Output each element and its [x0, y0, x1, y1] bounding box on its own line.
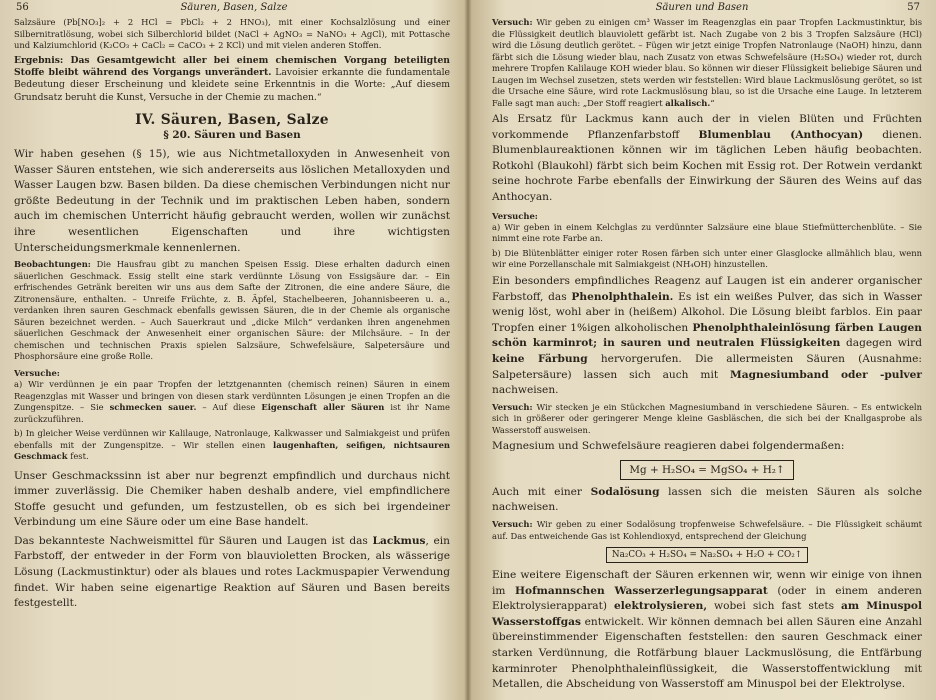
experiment-b-text: b) In gleicher Weise verdünnen wir Kalilauge, Natronlauge, Kalkwasser und Salmiakgeist und prüfen ebenfalls mit der Zungenspitze. – Wir stellen einen: [14, 428, 450, 450]
experiment-b: [14, 428, 450, 463]
experiment-a-bold-1: schmecken sauer.: [109, 402, 197, 412]
right-page-body: [492, 17, 922, 696]
equation-magnesium: Mg + H₂SO₄ = MgSO₄ + H₂↑: [620, 460, 793, 480]
observations-label: Beobachtungen:: [14, 259, 91, 270]
experiment-a-bold-2: Eigenschaft aller Säuren: [261, 402, 385, 412]
intro-paragraph: Salzsäure (Pb[NO₃]₂ + 2 HCl = PbCl₂ + 2 HNO₃), mit einer Kochsalzlösung und einer Silbernitratlösung, wobei sich Silberchlorid bildet (NaCl + AgNO₃ = NaNO₃ + AgCl), mit Pottasche und Kalziumchlorid (K₂CO₃ + CaCl₂ = CaCO₃ + 2 KCl) und mit vielen anderen Stoffen.: [14, 17, 450, 50]
experiment-litmus-text: Wir geben zu einigen cm³ Wasser im Reagenzglas ein paar Tropfen Lackmustinktur, bis die Flüssigkeit deutlich blauviolett gefärbt ist. Nach Zugabe von 2 bis 3 Tropfen Salzsäure (HCl) wird die Lösung deutlich gerötet. – Fügen wir jetzt einige Tropfen Natronlauge (NaOH) hinzu, dann färbt sich die Lösung wieder blau, nach Zusatz von etwas Schwefelsäure (H₂SO₄) wieder rot, durch mehrere Tropfen Kalilauge KOH wieder blau. So können wir dieser Flüssigkeit beliebige Säuren und Laugen im Wechsel zusetzen, stets werden wir feststellen: Wird blaue Lackmuslösung gerötet, so ist die Ursache eine Säure, wird rote Lackmuslösung blau, so ist die Ursache eine Lauge. In letzterem Falle sagt man auch: „Der Stoff reagiert: [492, 17, 922, 108]
phenol-text-1: Ein besonders empfindliches Reagenz auf Laugen ist ein anderer organischer Farbstoff, das: [492, 274, 922, 303]
experiment-litmus-bold: alkalisch.: [665, 97, 711, 108]
phenol-bold-1: Phenolphthalein.: [571, 290, 674, 303]
electro-text-1: Eine weitere Eigenschaft der Säuren erkennen wir, wenn wir einige von ihnen im: [492, 569, 922, 597]
experiments-label: Versuche:: [492, 210, 538, 221]
experiment-b: b) Die Blütenblätter einiger roter Rosen färben sich unter einer Glasglocke allmählich blau, wenn wir eine Porzellanschale mit Salmiakgeist (NH₄OH) hinzustellen.: [492, 247, 922, 270]
electro-text-3: wobei sich fast stets: [707, 600, 841, 613]
ergebnis-text: Lavoisier erkannte die fundamentale Bedeutung dieser Erscheinung und kleidete seine Erkenntnis in die Worte: „Auf diesem Grundsatz beruht die Kunst, Versuche in der Chemie zu machen.“: [14, 66, 450, 103]
experiment-b-text-2: fest.: [67, 451, 89, 461]
electro-text-2: (oder in einem anderen Elektrolysierapparat): [492, 584, 922, 613]
running-head: Säuren, Basen, Salze: [180, 2, 288, 13]
running-head: Säuren und Basen: [655, 2, 749, 13]
experiment-litmus: [492, 17, 922, 109]
experiment-a-text-2: – Auf diese: [196, 402, 262, 412]
section-title: § 20. Säuren und Basen: [163, 128, 301, 141]
experiment-b-bold: laugenhaften, seifigen, nichtsauren Geschmack: [14, 439, 451, 461]
soda-text-1: Auch mit einer: [492, 485, 591, 498]
soda-bold: Sodalösung: [590, 485, 660, 498]
litmus-text-2: , ein Farbstoff, der entweder in der Form von blauvioletten Brocken, als wässerige Lösung (Lackmustinktur) oder als blaues und rotes Lackmuspapier Verwendung findet. Wir haben seine eigenartige Reaktion auf Säuren und Basen bereits festgestellt.: [14, 534, 450, 610]
equation-soda: Na₂CO₃ + H₂SO₄ = Na₂SO₄ + H₂O + CO₂↑: [606, 547, 808, 563]
observations-paragraph: [14, 259, 450, 363]
phenol-bold-3: keine Färbung: [492, 352, 588, 365]
experiment-label: Versuch:: [492, 401, 533, 412]
paragraph-litmus: [14, 534, 450, 612]
ergebnis-paragraph: [14, 55, 450, 105]
paragraph-anthocyan: [492, 112, 922, 206]
experiment-a: [14, 379, 450, 425]
anthocyan-text-1: Als Ersatz für Lackmus kann auch der in vielen Blüten und Früchten vorkommende Pflanzenfarbstoff: [492, 113, 922, 141]
chapter-title: IV. Säuren, Basen, Salze: [135, 112, 329, 129]
electro-bold-2: elektrolysieren,: [614, 600, 708, 613]
experiment-soda-text: Wir geben zu einer Sodalösung tropfenweise Schwefelsäure. – Die Flüssigkeit schäumt auf. Das entweichende Gas ist Kohlendioxyd, entsprechend der Gleichung: [492, 519, 922, 541]
paragraph-intro-acids: Wir haben gesehen (§ 15), wie aus Nichtmetalloxyden in Anwesenheit von Wasser Säuren entstehen, wie sich andererseits aus löslichen Metalloxyden und Wasser Laugen bzw. Basen bilden. Da diese chemischen Verbindungen nicht nur größte Bedeutung in der Technik und im praktischen Leben haben, sondern auch im chemischen Unterricht häufig gebraucht werden, wollen wir zunächst ihre wesentlichen Eigenschaften und ihre wichtigsten Unterscheidungsmerkmale kennenlernen.: [14, 147, 450, 254]
litmus-text-1: Das bekannteste Nachweismittel für Säuren und Laugen ist das: [14, 534, 373, 547]
paragraph-soda: [492, 485, 922, 516]
phenol-text-3: dagegen wird: [840, 337, 923, 350]
experiments-label: Versuche:: [14, 367, 60, 378]
experiment-litmus-end: “: [710, 97, 715, 108]
left-page-body: [14, 17, 450, 615]
experiment-label: Versuch:: [492, 17, 533, 27]
litmus-bold: Lackmus: [372, 534, 426, 547]
right-page: [468, 0, 936, 700]
page-number: 56: [16, 2, 29, 13]
phenol-bold-2: Phenolphthaleinlösung färben Laugen schön karminrot; in sauren und neutralen Flüssigkeiten: [492, 321, 922, 350]
anthocyan-text-2: dienen. Blumenblaureaktionen können wir im täglichen Leben häufig beobachten. Rotkohl (Blaukohl) färbt sich beim Kochen mit Essig rot. Der Rotwein verdankt seine hochrote Farbe ebenfalls der Einwirkung der Säuren des Weins auf das Anthocyan.: [492, 128, 922, 203]
experiment-a: a) Wir geben in einem Kelchglas zu verdünnter Salzsäure eine blaue Stiefmütterchenblüte. – Sie nimmt eine rote Farbe an.: [492, 221, 922, 244]
paragraph-phenolphthalein: [492, 274, 922, 399]
paragraph-taste: Unser Geschmackssinn ist aber nur begrenzt empfindlich und durchaus nicht immer zuverlässig. Die Chemiker haben deshalb andere, viel empfindlichere Stoffe gesucht und gefunden, um festzustellen, ob es sich bei irgendeiner Verbindung um eine Säure oder um eine Base handelt.: [14, 469, 450, 529]
experiment-soda: [492, 519, 922, 542]
phenol-bold-4: Magnesiumband oder -pulver: [730, 368, 922, 381]
soda-text-2: lassen sich die meisten Säuren als solche nachweisen.: [492, 485, 922, 514]
paragraph-magnesium: Magnesium und Schwefelsäure reagieren dabei folgendermaßen:: [492, 440, 845, 453]
experiment-magnesium-text: Wir stecken je ein Stückchen Magnesiumband in verschiedene Säuren. – Es entwickeln sich in größerer oder geringerer Menge kleine Gasbläschen, die sich bei der Knallgasprobe als Wasserstoff ausweisen.: [492, 401, 922, 435]
electro-text-4: entwickelt. Wir können demnach bei allen Säuren eine Anzahl übereinstimmender Eigenschaften feststellen: den sauren Geschmack einer starken Verdünnung, die Rotfärbung blauer Lackmuslösung, die Entfärbung karminroter Phenolphthaleinflüssigkeit, die Wasserstoffentwicklung mit Metallen, die Abscheidung von Wasserstoff am Minuspol bei der Elektrolyse.: [492, 615, 922, 691]
experiment-a-text-3: ist ihr Name zurückzuführen.: [14, 402, 450, 424]
anthocyan-bold: Blumenblau (Anthocyan): [698, 128, 864, 141]
experiment-magnesium: [492, 402, 922, 437]
observations-text: Die Hausfrau gibt zu manchen Speisen Essig. Diese erhalten dadurch einen säuerlichen Geschmack. Essig stellt eine stark verdünnte Lösung von Essigsäure dar. – Ein erfrischendes Getränk bereiten wir uns aus dem Safte der Zitronen, die eine andere Säure, die Zitronensäure, enthalten. – Unreife Früchte, z. B. Äpfel, Stachelbeeren, Johannisbeeren u. a., verdanken ihren sauren Geschmack ebenfalls gewissen Säuren, die in der Chemie als organische Säuren bezeichnet werden. – Auch Sauerkraut und „dicke Milch“ verdanken ihren angenehmen säuerlichen Geschmack der Anwesenheit einer organischen Säure: der Milchsäure. – In der chemischen und technischen Praxis spielen Salzsäure, Schwefelsäure, Salpetersäure und Phosphorsäure eine große Rolle.: [14, 259, 450, 362]
experiment-label: Versuch:: [492, 519, 533, 529]
electro-bold-1: Hofmannschen Wasserzerlegungsapparat: [515, 584, 768, 597]
ergebnis-bold: Ergebnis: Das Gesamtgewicht aller bei einem chemischen Vorgang beteiligten Stoffe bleibt während des Vorgangs unverändert.: [14, 54, 450, 78]
page-number: 57: [907, 2, 920, 13]
phenol-text-5: nachweisen.: [492, 384, 559, 397]
paragraph-electrolysis: [492, 568, 922, 693]
phenol-text-2: Es ist ein weißes Pulver, das sich in Wasser wenig löst, wohl aber in (heißem) Alkohol. Die Lösung bleibt farblos. Ein paar Tropfen einer 1%igen alkoholischen: [492, 290, 922, 334]
experiment-a-text: a) Wir verdünnen je ein paar Tropfen der letztgenannten (chemisch reinen) Säuren in einem Reagenzglas mit Wasser und bringen von diesen stark verdünnten Lösungen je einen Tropfen an die Zungenspitze. – Sie: [14, 379, 450, 412]
electro-bold-3: am Minuspol Wasserstoffgas: [492, 600, 922, 628]
phenol-text-4: hervorgerufen. Die allermeisten Säuren (Ausnahme: Salpetersäure) lassen sich auch mit: [492, 352, 923, 381]
